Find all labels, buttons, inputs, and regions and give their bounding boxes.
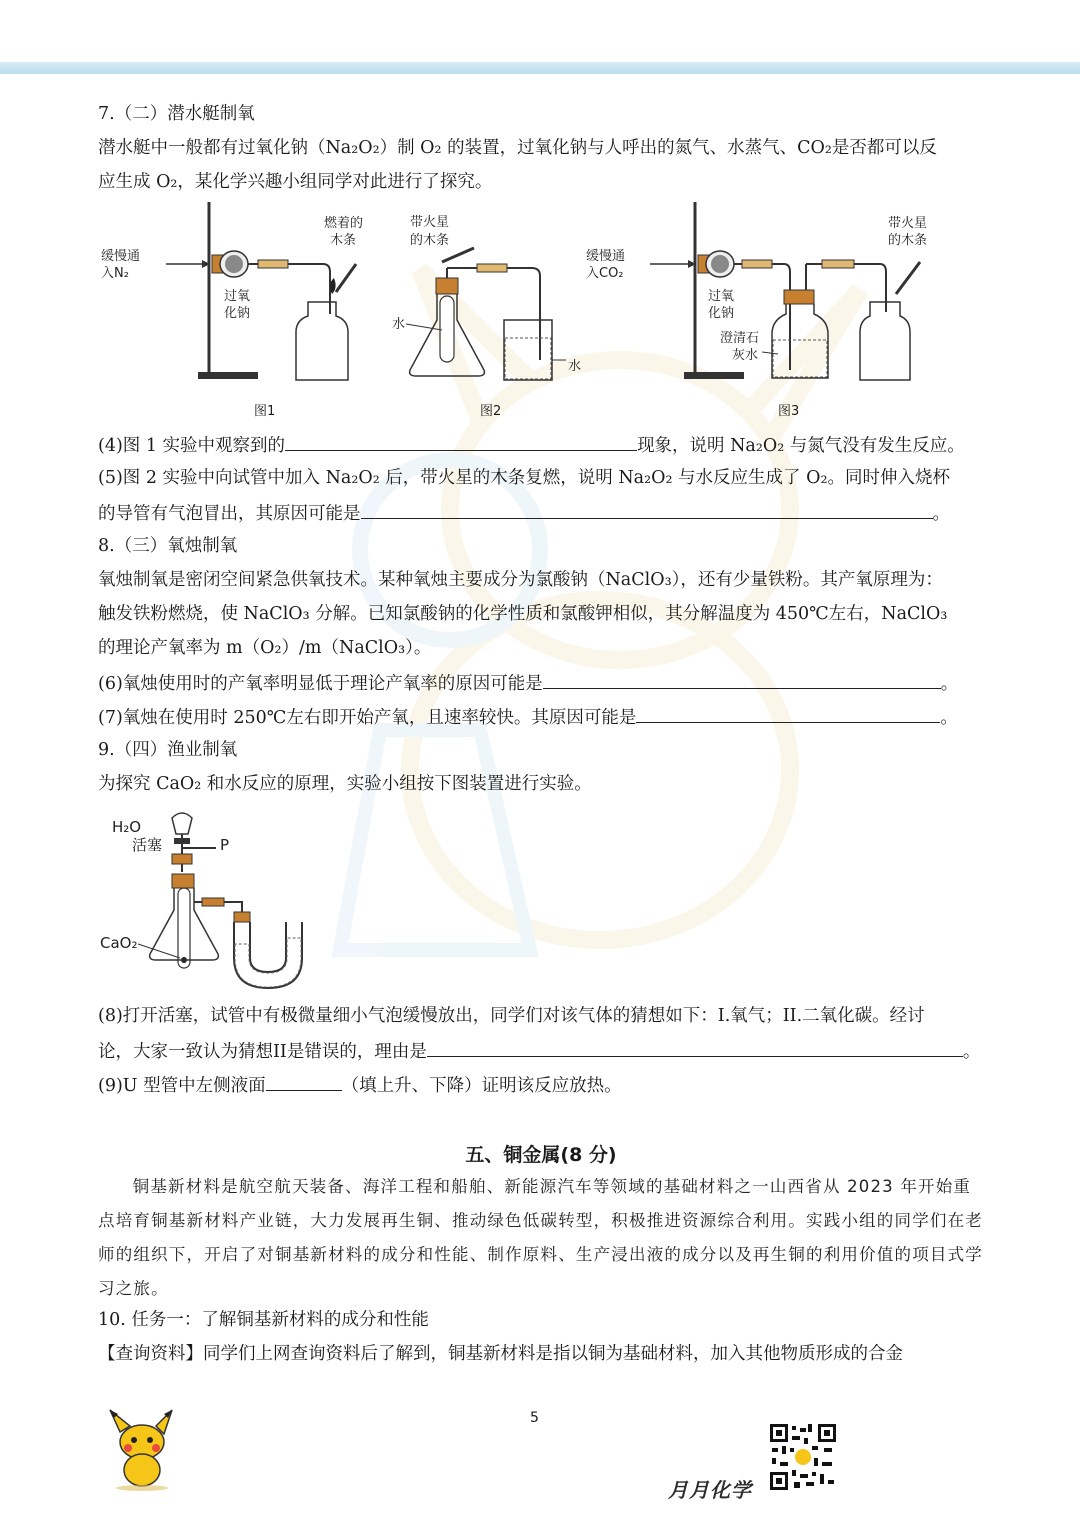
fig1-splint-label-2: 木条: [330, 233, 357, 248]
fig3-gas-label-2: 入CO₂: [586, 266, 624, 281]
q8-line1: (8)打开活塞，试管中有极微量细小气泡缓慢放出，同学们对该气体的猜想如下：I.氧气；II.二氧化碳。经讨: [98, 1006, 925, 1026]
pikachu-mascot-icon: [106, 1408, 178, 1492]
fig1-reagent-label-2: 化钠: [224, 306, 251, 321]
q6-prefix: (6)氧烛使用时的产氧率明显低于理论产氧率的原因可能是: [98, 674, 543, 694]
fig3-limewater-label-1: 澄清石: [720, 331, 760, 346]
question-6: [98, 670, 958, 696]
question-7: [98, 704, 958, 730]
fig1-gas-label-2: 入N₂: [101, 266, 129, 281]
task-1-heading: 10. 任务一：了解铜基新材料的成分和性能: [98, 1310, 429, 1330]
fig3-reagent-label-1: 过氧: [708, 289, 735, 304]
q8-intro-line3: 的理论产氧率为 m（O₂）/m（NaClO₃）。: [98, 638, 432, 658]
q5-line1: (5)图 2 实验中向试管中加入 Na₂O₂ 后，带火星的木条复燃，说明 Na₂O₂ 与水反应生成了 O₂。同时伸入烧杯: [98, 468, 950, 488]
section-5-title: 五、铜金属(8 分): [465, 1144, 617, 1166]
q6-suffix: 。: [940, 674, 959, 694]
q8-answer-blank[interactable]: [427, 1038, 963, 1057]
q9-intro: 为探究 CaO₂ 和水反应的原理，实验小组按下图装置进行实验。: [98, 774, 592, 794]
fig3-caption: 图3: [778, 404, 800, 419]
q5-prefix: 的导管有气泡冒出，其原因可能是: [98, 504, 361, 524]
fig2-water-label-left: 水: [392, 317, 406, 332]
top-banner-bar: [0, 62, 1080, 74]
q4-suffix: 现象，说明 Na₂O₂ 与氮气没有发生反应。: [637, 436, 965, 456]
q7-intro-line2: 应生成 O₂，某化学兴趣小组同学对此进行了探究。: [98, 172, 493, 192]
q7-heading: 7.（二）潜水艇制氧: [98, 104, 255, 124]
fig2-splint-label-1: 带火星: [410, 215, 450, 230]
fig1-splint-label-1: 燃着的: [324, 216, 364, 231]
q7-suffix: 。: [940, 708, 958, 728]
fig3-splint-label-1: 带火星: [888, 216, 928, 231]
q4-answer-blank[interactable]: [285, 432, 637, 451]
figure-3-apparatus: [584, 202, 944, 382]
figure-cao2-apparatus: [98, 810, 318, 985]
q9-suffix: （填上升、下降）证明该反应放热。: [341, 1076, 622, 1096]
figure-1-apparatus: [98, 202, 364, 382]
fig1-gas-label-1: 缓慢通: [101, 249, 141, 264]
page-number: 5: [530, 1410, 539, 1426]
q8-heading: 8.（三）氧烛制氧: [98, 536, 238, 556]
qr-code-icon[interactable]: [768, 1422, 838, 1492]
fig1-caption: 图1: [254, 404, 276, 419]
q9-prefix: (9)U 型管中左侧液面: [98, 1076, 266, 1096]
figure-2-apparatus: [392, 210, 592, 390]
question-5: [98, 500, 950, 526]
section-5-paragraph: 铜基新材料是航空航天装备、海洋工程和船舶、新能源汽车等领域的基础材料之一山西省从 2023 年开始重点培育铜基新材料产业链，大力发展再生铜、推动绿色低碳转型，积极推进资源综合利用。实践小组的同学们在老师的组织下，开启了对铜基新材料的成分和性能、制作原料、生产浸出液的成分以及再生铜的利用价值的项目式学习之旅。: [98, 1177, 983, 1298]
question-4: [98, 432, 965, 458]
q8-intro-line1: 氧烛制氧是密闭空间紧急供氧技术。某种氧烛主要成分为氯酸钠（NaClO₃），还有少量铁粉。其产氧原理为：: [98, 570, 943, 590]
cao2-fig-stopcock-label: 活塞: [132, 836, 163, 854]
q6-answer-blank[interactable]: [543, 670, 941, 689]
q9-answer-blank[interactable]: [266, 1072, 342, 1091]
fig3-limewater-label-2: 灰水: [732, 348, 759, 363]
query-info-line: 【查询资料】同学们上网查询资料后了解到，铜基新材料是指以铜为基础材料，加入其他物质形成的合金: [98, 1344, 903, 1364]
q4-prefix: (4)图 1 实验中观察到的: [98, 436, 286, 456]
question-9: [98, 1072, 622, 1098]
fig3-splint-label-2: 的木条: [888, 233, 928, 248]
fig2-water-label-right: 水: [568, 359, 582, 374]
q7-answer-blank[interactable]: [636, 704, 940, 723]
fig1-reagent-label-1: 过氧: [224, 289, 251, 304]
cao2-fig-water-label: H₂O: [112, 818, 142, 836]
q8-prefix: 论，大家一致认为猜想II是错误的，理由是: [98, 1042, 427, 1062]
q5-suffix: 。: [932, 504, 950, 524]
cao2-fig-p-label: P: [220, 836, 230, 854]
q5-answer-blank[interactable]: [361, 500, 933, 519]
fig3-gas-label-1: 缓慢通: [586, 249, 626, 264]
q9-heading: 9.（四）渔业制氧: [98, 740, 238, 760]
brand-logo-text: 月月化学: [668, 1478, 752, 1502]
q8-suffix: 。: [962, 1042, 981, 1062]
cao2-fig-cao2-label: CaO₂: [100, 934, 138, 952]
question-8: [98, 1038, 980, 1064]
q7-intro-line1: 潜水艇中一般都有过氧化钠（Na₂O₂）制 O₂ 的装置，过氧化钠与人呼出的氮气、水蒸气、CO₂是否都可以反: [98, 138, 937, 158]
fig3-reagent-label-2: 化钠: [708, 306, 735, 321]
q8-intro-line2: 触发铁粉燃烧，使 NaClO₃ 分解。已知氯酸钠的化学性质和氯酸钾相似，其分解温度为 450℃左右，NaClO₃: [98, 604, 948, 624]
fig2-caption: 图2: [480, 404, 502, 419]
q7-prefix: (7)氧烛在使用时 250℃左右即开始产氧，且速率较快。其原因可能是: [98, 708, 637, 728]
fig2-splint-label-2: 的木条: [410, 233, 450, 248]
